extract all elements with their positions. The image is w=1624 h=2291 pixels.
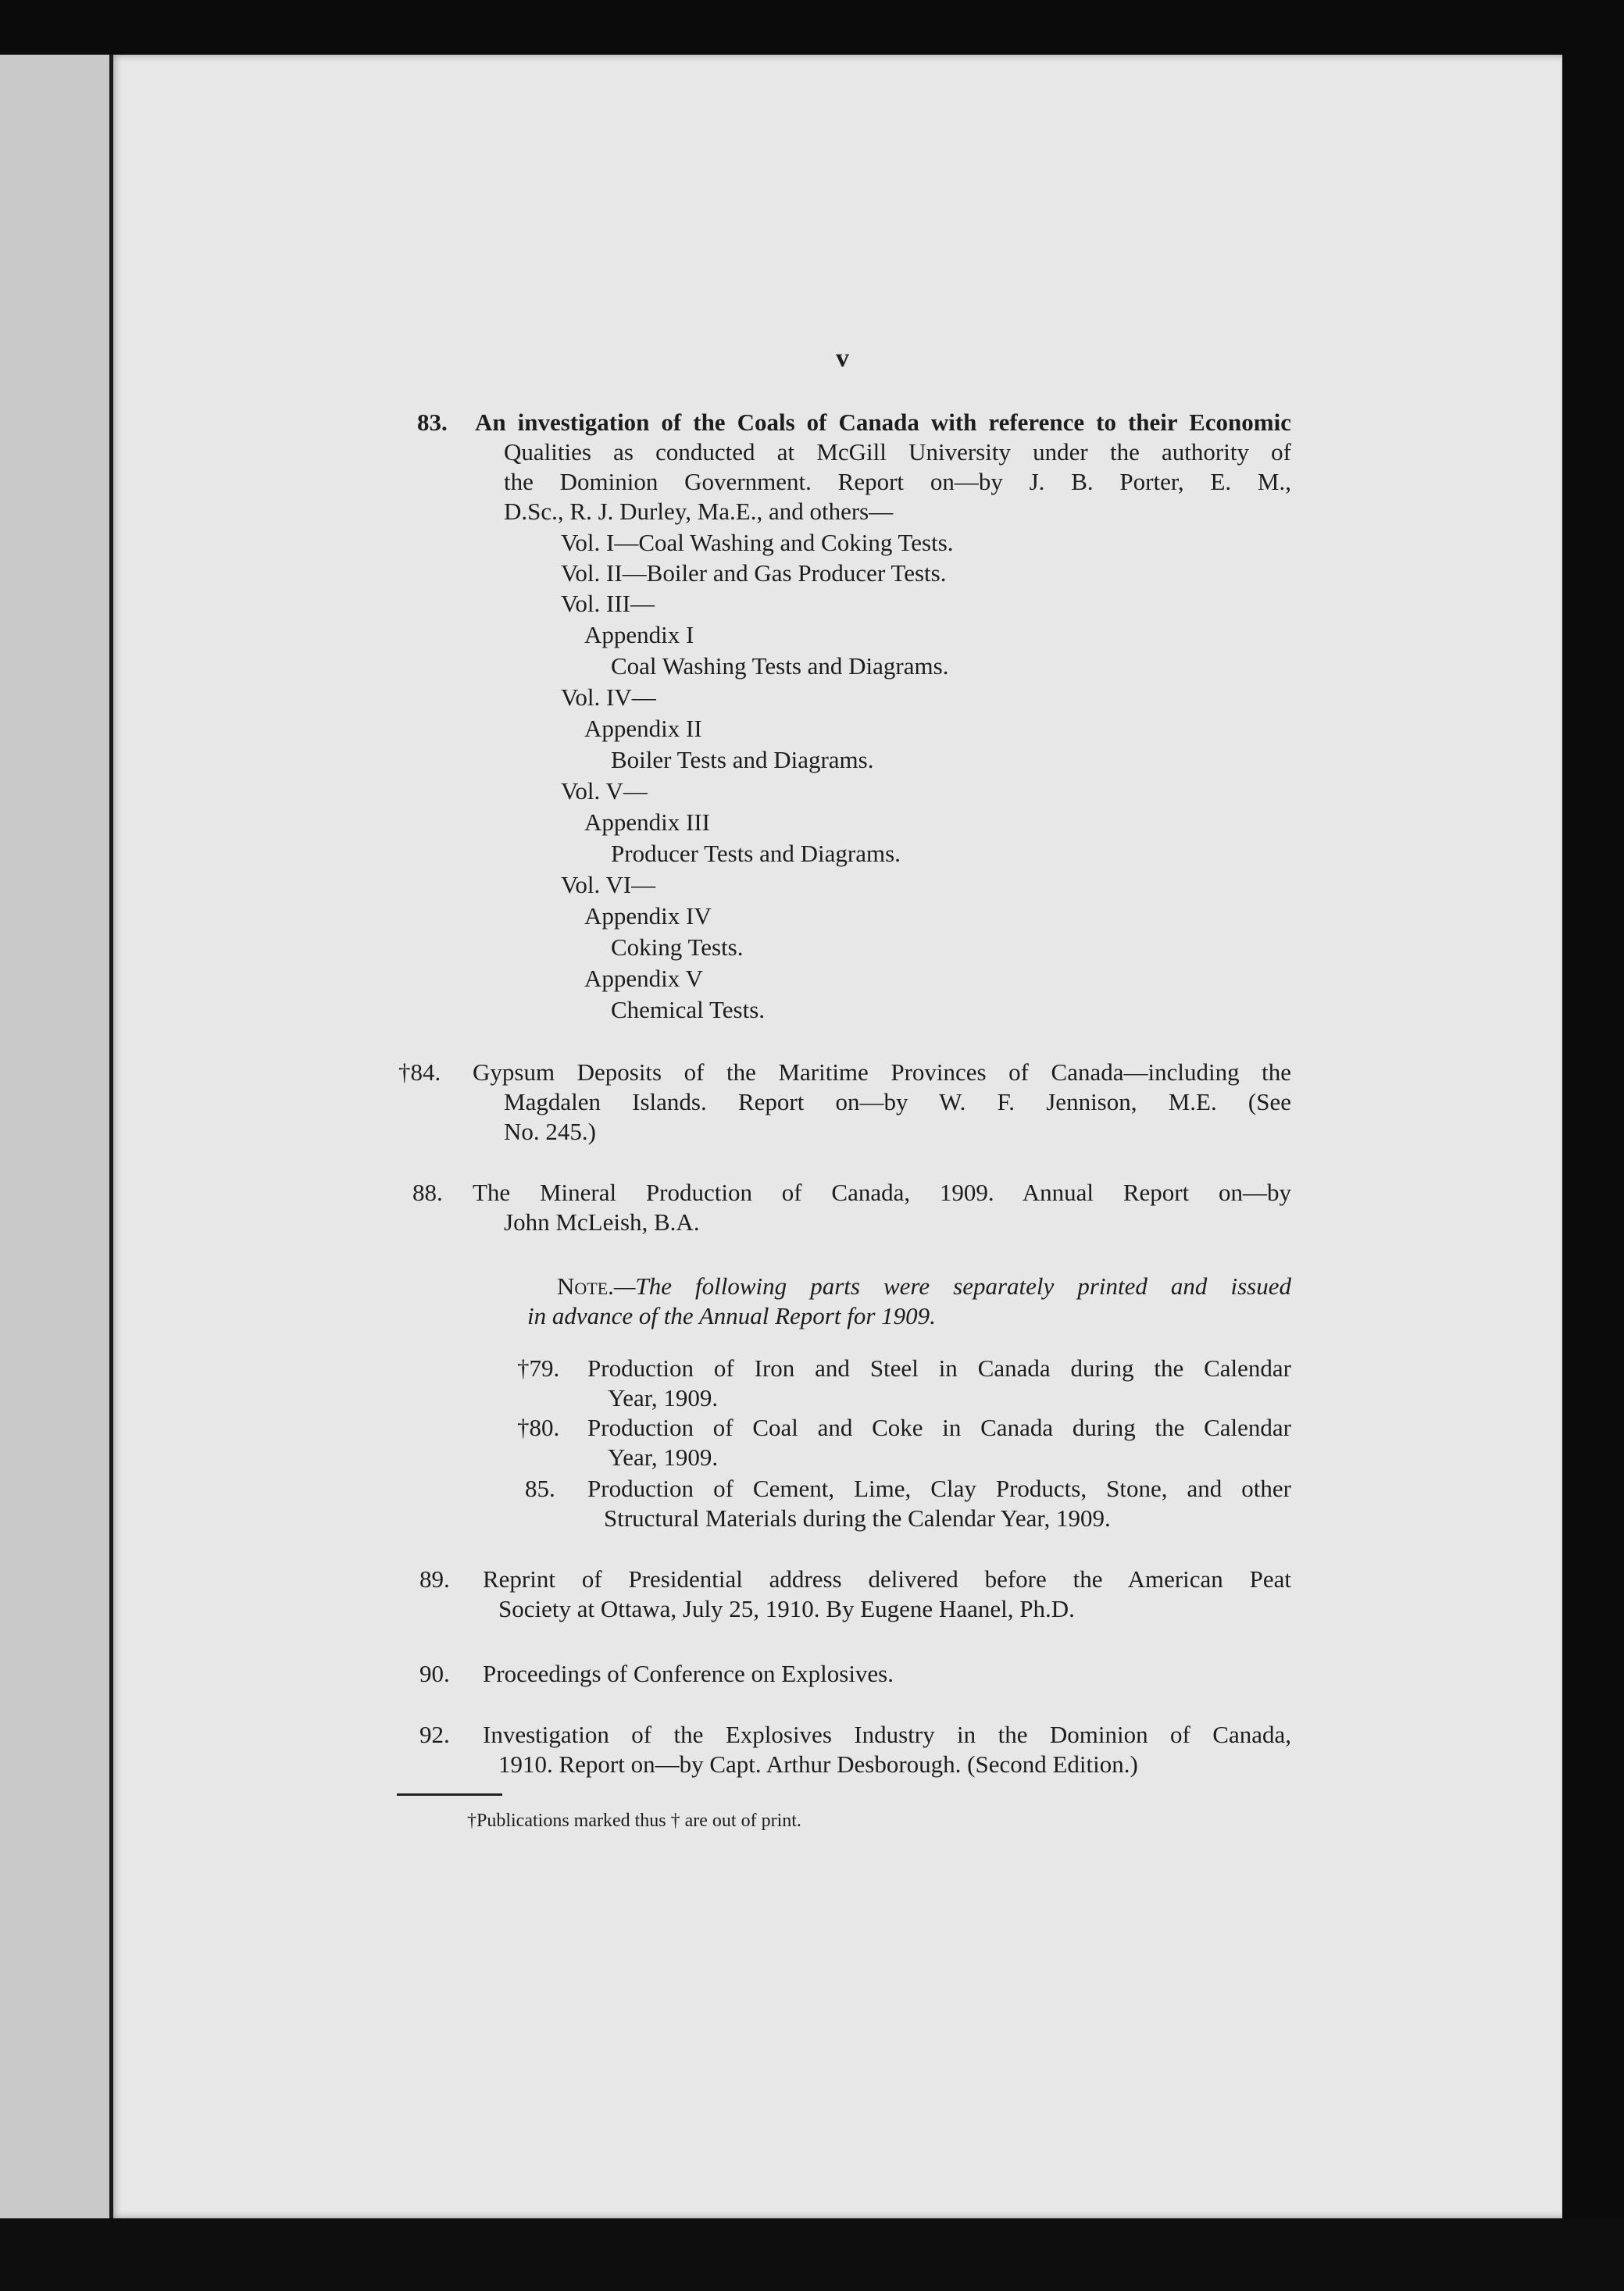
part-number: †79. (517, 1354, 560, 1382)
part-line: Production of Iron and Steel in Canada during the Calendar (587, 1354, 1291, 1382)
appendix-line: Appendix V (584, 965, 703, 992)
volume-line: Vol. I—Coal Washing and Coking Tests. (561, 529, 954, 556)
appendix-title-line: Producer Tests and Diagrams. (611, 840, 901, 867)
entry-line: John McLeish, B.A. (504, 1208, 700, 1236)
entry-line: The Mineral Production of Canada, 1909. Annual Report on—by (473, 1179, 1291, 1206)
entry-number: 83. (417, 409, 448, 436)
note-line (557, 1272, 1291, 1301)
entry-line: Qualities as conducted at McGill University under the authority of (504, 438, 1291, 466)
volume-line: Vol. VI— (561, 871, 656, 898)
footnote: †Publications marked thus † are out of print. (467, 1811, 801, 1831)
note-label: Note. (557, 1272, 614, 1300)
entry-line: Society at Ottawa, July 25, 1910. By Eugene Haanel, Ph.D. (498, 1595, 1075, 1622)
part-line: Year, 1909. (608, 1384, 719, 1411)
note-line: in advance of the Annual Report for 1909. (527, 1302, 936, 1329)
volume-line: Vol. IV— (561, 683, 656, 711)
part-number: 85. (525, 1475, 555, 1502)
appendix-title-line: Coking Tests. (611, 933, 744, 961)
note-text: —The following parts were separately printed and issued (613, 1272, 1291, 1300)
appendix-title-line: Chemical Tests. (611, 996, 766, 1023)
volume-line: Vol. II—Boiler and Gas Producer Tests. (561, 559, 947, 587)
document-page (109, 55, 1562, 2218)
entry-line: the Dominion Government. Report on—by J. B. Porter, E. M., (504, 468, 1291, 495)
scan-background-bottom (0, 2218, 1624, 2291)
entry-line: Magdalen Islands. Report on—by W. F. Jennison, M.E. (See (504, 1088, 1291, 1115)
part-line: Production of Cement, Lime, Clay Products, Stone, and other (587, 1475, 1291, 1502)
entry-line: 1910. Report on—by Capt. Arthur Desborough. (Second Edition.) (498, 1750, 1138, 1778)
entry-number: †84. (398, 1058, 441, 1086)
part-number: †80. (517, 1414, 560, 1441)
entry-number: 89. (419, 1565, 450, 1593)
part-line: Year, 1909. (608, 1443, 719, 1471)
entry-number: 90. (419, 1660, 450, 1687)
appendix-line: Appendix I (584, 621, 694, 648)
appendix-line: Appendix III (584, 808, 710, 836)
appendix-title-line: Coal Washing Tests and Diagrams. (611, 652, 949, 680)
part-line: Production of Coal and Coke in Canada during the Calendar (587, 1414, 1291, 1441)
part-line: Structural Materials during the Calendar Year, 1909. (604, 1504, 1111, 1532)
footnote-rule (397, 1793, 502, 1796)
volume-line: Vol. V— (561, 777, 648, 805)
appendix-line: Appendix II (584, 715, 702, 742)
entry-number: 88. (412, 1179, 443, 1206)
appendix-title-line: Boiler Tests and Diagrams. (611, 746, 874, 773)
entry-line: Investigation of the Explosives Industry in the Dominion of Canada, (483, 1721, 1291, 1748)
entry-number: 92. (419, 1721, 450, 1748)
entry-line: Gypsum Deposits of the Maritime Provinces of Canada—including the (473, 1058, 1291, 1086)
appendix-line: Appendix IV (584, 902, 712, 930)
entry-line: Proceedings of Conference on Explosives. (483, 1660, 894, 1687)
entry-line: D.Sc., R. J. Durley, Ma.E., and others— (504, 498, 894, 525)
page-number: v (836, 344, 849, 373)
scan-background-left (0, 55, 109, 2291)
volume-line: Vol. III— (561, 590, 655, 617)
entry-line: No. 245.) (504, 1118, 596, 1145)
page-binding-edge (109, 55, 113, 2218)
entry-title-line: An investigation of the Coals of Canada with reference to their Economic (475, 409, 1291, 436)
entry-line: Reprint of Presidential address delivered before the American Peat (483, 1565, 1291, 1593)
